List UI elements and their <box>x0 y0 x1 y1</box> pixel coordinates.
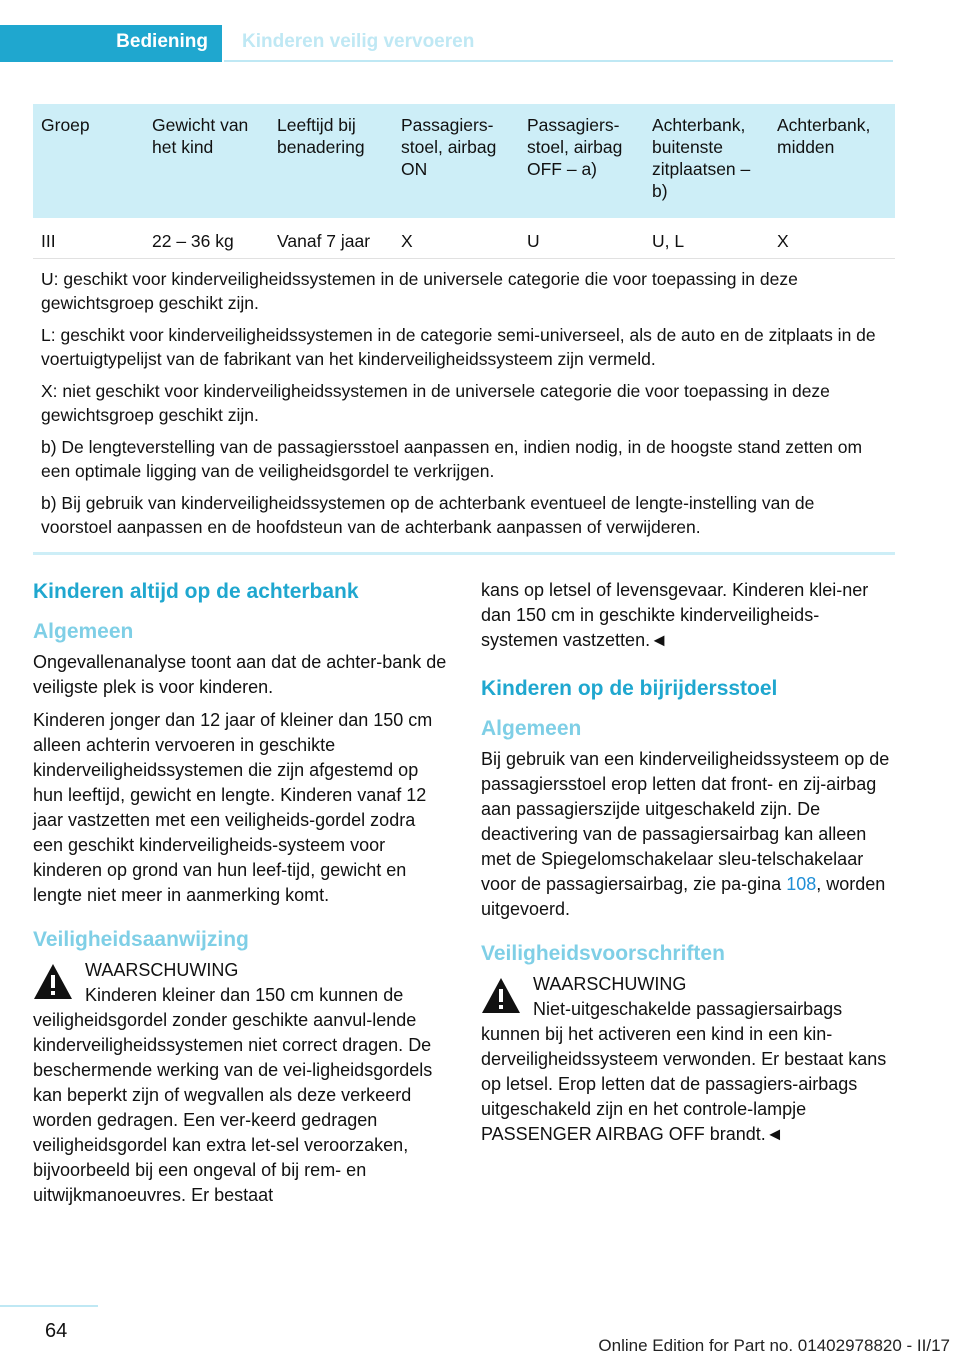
table-note: U: geschikt voor kinderveiligheidssystemen in de universele categorie die voor toepassing in deze gewichtsgroep geschikt zijn. <box>41 269 798 313</box>
warning-label: WAARSCHUWING <box>533 974 687 994</box>
table-cell: U <box>527 231 540 251</box>
table-header-cell: Groep <box>41 115 90 135</box>
table-header-cell: Passagiers-stoel, airbag OFF – a) <box>527 115 623 179</box>
table-cell: Vanaf 7 jaar <box>277 231 371 251</box>
table-header-cell: Leeftijd bij benadering <box>277 115 365 157</box>
warning-block <box>33 958 448 1208</box>
table-note: b) De lengteverstelling van de passagiersstoel aanpassen en, indien nodig, in de hoogste stand zetten om een optimale ligging van de veiligheidsgordel te verkrijgen. <box>41 437 863 481</box>
subheading: Veiligheidsvoorschriften <box>481 942 725 965</box>
table-note: L: geschikt voor kinderveiligheidssystemen in de categorie semi-universeel, als de auto en de zitplaats in de voertuigtypelijst van de fabrikant van het kinderveiligheidssysteem zijn vermeld. <box>41 325 876 369</box>
child-seat-table <box>33 104 895 547</box>
table-header-cell: Gewicht van het kind <box>152 115 249 157</box>
table-note: X: niet geschikt voor kinderveiligheidssystemen in de universele categorie die voor toepassing in deze gewichtsgroep geschikt zijn. <box>41 381 830 425</box>
table-notes <box>33 259 895 539</box>
section-tab <box>0 25 222 62</box>
section-heading: Kinderen altijd op de achterbank <box>33 580 359 603</box>
warning-label: WAARSCHUWING <box>85 960 239 980</box>
footer-line <box>0 1305 98 1307</box>
table-header <box>33 104 895 218</box>
subheading: Algemeen <box>481 717 582 740</box>
table-cell: X <box>777 231 789 251</box>
header-bar <box>0 25 893 63</box>
chapter-title: Kinderen veilig vervoeren <box>242 31 475 52</box>
paragraph: Ongevallenanalyse toont aan dat de achter-bank de veiligste plek is voor kinderen. <box>33 652 447 697</box>
paragraph: kans op letsel of levensgevaar. Kinderen klei-ner dan 150 cm in geschikte kinderveiligheids-systemen vastzetten.◄ <box>481 580 869 650</box>
section-label: Bediening <box>116 31 208 52</box>
subheading: Veiligheidsaanwijzing <box>33 928 249 951</box>
paragraph-text: , worden uitgevoerd. <box>481 874 886 919</box>
section-heading: Kinderen op de bijrijdersstoel <box>481 677 778 700</box>
paragraph-text: Bij gebruik van een kinderveiligheidssysteem op de passagiersstoel erop letten dat front- en zij-airbag aan passagierszijde uitgeschakeld zijn. De deactivering van de passagiersairbag kan alleen met de Spiegelomschakelaar sleu-telschakelaar voor de passagiersairbag, zie pa-gina <box>481 749 890 894</box>
table-cell: 22 – 36 kg <box>152 231 234 251</box>
right-column <box>481 578 896 1147</box>
page-number: 64 <box>45 1320 68 1342</box>
paragraph <box>481 747 896 922</box>
warning-triangle-icon <box>33 962 73 1002</box>
table-header-cell: Achterbank, midden <box>777 115 871 157</box>
table-cell: X <box>401 231 413 251</box>
warning-block <box>481 972 896 1147</box>
subheading: Algemeen <box>33 620 134 643</box>
page-link[interactable]: 108 <box>786 874 817 894</box>
warning-text: Niet-uitgeschakelde passagiersairbags kunnen bij het activeren een kind in een kin-derveiligheidssysteem verwonden. Er bestaat kans op letsel. Erop letten dat de passagiers-airbags uitgeschakeld zijn en het controle-lampje PASSENGER AIRBAG OFF brandt.◄ <box>481 999 887 1144</box>
table-cell: III <box>41 231 56 251</box>
left-column <box>33 578 448 1208</box>
warning-triangle-icon <box>481 976 521 1016</box>
edition-note: Online Edition for Part no. 01402978820 - II/17 <box>598 1336 950 1355</box>
table-header-cell: Achterbank, buitenste zitplaatsen – b) <box>652 115 751 201</box>
table-note: b) Bij gebruik van kinderveiligheidssystemen op de achterbank eventueel de lengte-instelling van de voorstoel aanpassen en de hoofdsteun van de achterbank aanpassen of verwijderen. <box>41 493 815 537</box>
warning-text: Kinderen kleiner dan 150 cm kunnen de veiligheidsgordel zonder geschikte aanvul-lende kinderveiligheidssystemen niet correct dragen. De beschermende werking van de vei-ligheidsgordels kan beperkt zijn of wegvallen als deze verkeerd worden gedragen. Een ver-keerd gedragen veiligheidsgordel kan extra let-sel veroorzaken, bijvoorbeeld bij een ongeval of bij rem- en uitwijkmanoeuvres. Er bestaat <box>33 985 433 1205</box>
table-cell: U, L <box>652 231 685 251</box>
chapter-tab <box>224 25 893 62</box>
table-header-cell: Passagiers-stoel, airbag ON <box>401 115 497 179</box>
paragraph: Kinderen jonger dan 12 jaar of kleiner dan 150 cm alleen achterin vervoeren in geschikte kinderveiligheidssystemen die zijn afgestemd op hun leeftijd, gewicht en lengte. Kinderen vanaf 12 jaar vastzetten met een veiligheids-gordel zodra een geschikt kinderveiligheids-systeem voor kinderen op grond van hun leef-tijd, gewicht en lengte niet meer in aanmerking komt. <box>33 710 433 905</box>
table-divider <box>33 552 895 555</box>
table-row <box>33 218 895 259</box>
